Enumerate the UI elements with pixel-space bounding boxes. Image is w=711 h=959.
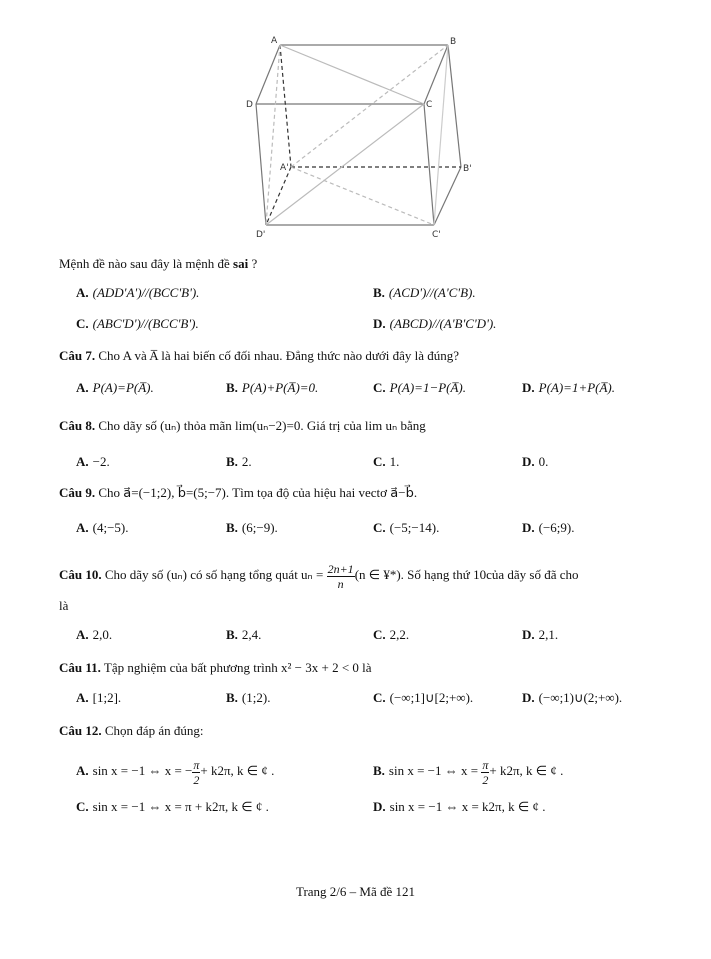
q10-option-b[interactable]: B. 2,4. xyxy=(226,627,262,642)
label-C: C xyxy=(426,100,433,110)
q11-option-a[interactable]: A. [1;2]. xyxy=(76,690,122,705)
q6-option-d[interactable]: D. (ABCD)//(A'B'C'D'). xyxy=(373,316,497,331)
edge-CC1 xyxy=(424,104,434,225)
q10-stem-cont: là xyxy=(59,598,69,613)
q8-stem: Câu 8. Cho dãy số (uₙ) thỏa mãn lim(uₙ−2)=0. Giá trị của lim uₙ bằng xyxy=(59,418,426,433)
label-B: B xyxy=(450,37,457,47)
q10-fraction: $\frac{2n+1}{n}$ xyxy=(327,561,354,591)
q12b-fraction: $\frac{\pi}{2}$ xyxy=(482,757,489,787)
q8-option-b[interactable]: B. 2. xyxy=(226,454,252,469)
q12-option-b[interactable]: B. sin x = −1 ⇔ x = $\frac{\pi}{2}$ + k2π, k ∈ ¢ . xyxy=(373,757,564,787)
q12-option-c[interactable]: C. sin x = −1 ⇔ x = π + k2π, k ∈ ¢ . xyxy=(76,799,269,814)
diag-AD1 xyxy=(266,45,280,225)
q6-option-a[interactable]: A. (ADD'A')//(BCC'B'). xyxy=(76,285,200,300)
q11-stem: Câu 11. Tập nghiệm của bất phương trình x² − 3x + 2 < 0 là xyxy=(59,660,372,675)
q10-option-d[interactable]: D. 2,1. xyxy=(522,627,559,642)
edge-DD1 xyxy=(256,104,266,225)
q9-stem: Câu 9. Cho a⃗=(−1;2), b⃗=(5;−7). Tìm tọa độ của hiệu hai vectơ a⃗−b⃗. xyxy=(59,485,418,500)
q6-option-b[interactable]: B. (ACD')//(A'C'B). xyxy=(373,285,476,300)
edge-A1D1 xyxy=(266,167,291,225)
q6-option-c[interactable]: C. (ABC'D')//(BCC'B'). xyxy=(76,316,199,331)
page-footer: Trang 2/6 – Mã đề 121 xyxy=(295,884,416,899)
diag-BC1 xyxy=(434,45,448,225)
q10-option-c[interactable]: C. 2,2. xyxy=(373,627,410,642)
q11-option-c[interactable]: C. (−∞;1]∪[2;+∞). xyxy=(373,690,474,705)
label-B1: B' xyxy=(463,164,472,174)
q7-option-d[interactable]: D. P(A)=1+P(A̅). xyxy=(522,380,616,395)
q12-option-d[interactable]: D. sin x = −1 ⇔ x = k2π, k ∈ ¢ . xyxy=(373,799,546,814)
box-figure xyxy=(230,30,490,245)
q12-option-a[interactable]: A. sin x = −1 ⇔ x = − $\frac{\pi}{2}$ + k2π, k ∈ ¢ . xyxy=(76,757,275,787)
q7-option-c[interactable]: C. P(A)=1−P(A̅). xyxy=(373,380,467,395)
label-A1: A' xyxy=(280,163,289,173)
label-D1: D' xyxy=(256,230,266,240)
q8-option-c[interactable]: C. 1. xyxy=(373,454,400,469)
q10-option-a[interactable]: A. 2,0. xyxy=(76,627,113,642)
q11-option-d[interactable]: D. (−∞;1)∪(2;+∞). xyxy=(522,690,623,705)
edge-BB1 xyxy=(448,45,461,167)
q9-option-b[interactable]: B. (6;−9). xyxy=(226,520,278,535)
diag-A1C1 xyxy=(291,167,434,225)
q8-option-d[interactable]: D. 0. xyxy=(522,454,549,469)
q9-option-a[interactable]: A. (4;−5). xyxy=(76,520,129,535)
q11-option-b[interactable]: B. (1;2). xyxy=(226,690,271,705)
q12a-fraction: $\frac{\pi}{2}$ xyxy=(193,757,200,787)
q9-option-d[interactable]: D. (−6;9). xyxy=(522,520,575,535)
edge-AA1 xyxy=(280,45,291,167)
diag-D1C xyxy=(266,104,424,225)
q8-option-a[interactable]: A. −2. xyxy=(76,454,110,469)
q12-stem: Câu 12. Chọn đáp án đúng: xyxy=(59,723,204,738)
q9-option-c[interactable]: C. (−5;−14). xyxy=(373,520,440,535)
q7-stem: Câu 7. Cho A và A̅ là hai biến cố đối nhau. Đẳng thức nào dưới đây là đúng? xyxy=(59,348,460,363)
label-A: A xyxy=(271,36,278,46)
q7-option-a[interactable]: A. P(A)=P(A̅). xyxy=(76,380,154,395)
q6-stem: Mệnh đề nào sau đây là mệnh đề sai ? xyxy=(59,256,258,271)
label-D: D xyxy=(246,100,253,110)
q7-option-b[interactable]: B. P(A)+P(A̅)=0. xyxy=(226,380,319,395)
q10-stem: Câu 10. Cho dãy số (uₙ) có số hạng tổng quát uₙ = $\frac{2n+1}{n}$ (n ∈ ¥*). Số hạng thứ 10của dãy số đã cho xyxy=(59,561,579,591)
label-C1: C' xyxy=(432,230,441,240)
diag-AC xyxy=(280,45,424,104)
